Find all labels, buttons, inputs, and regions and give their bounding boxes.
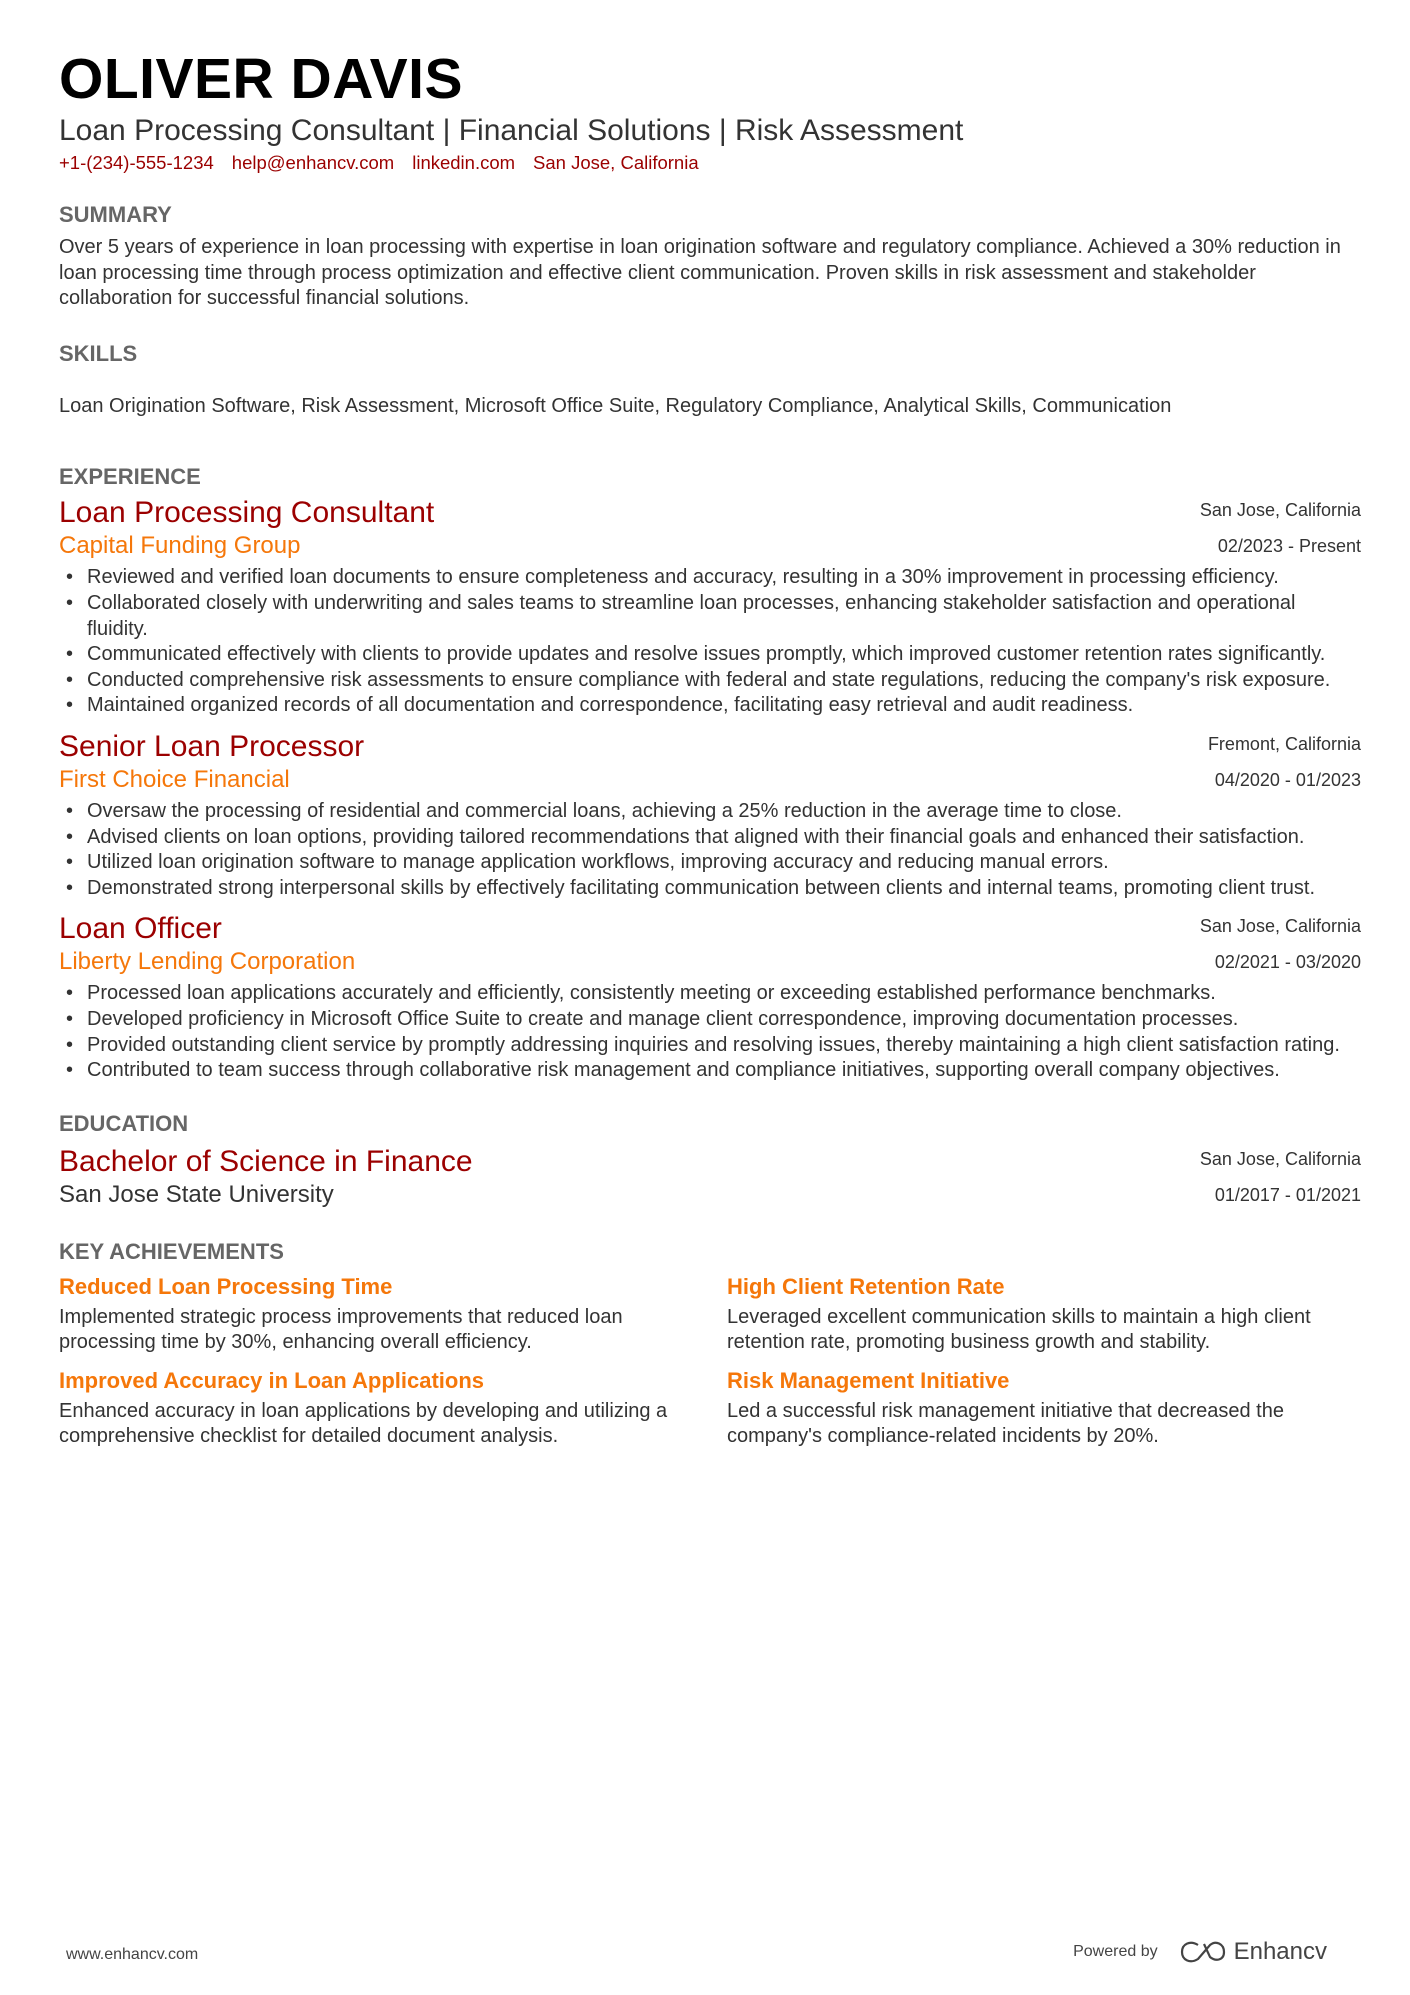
school: San Jose State University bbox=[59, 1180, 334, 1208]
bullet-item: • Collaborated closely with underwriting and sales teams to streamline loan processes, enhancing stakeholder satisfaction and operational fluidity. bbox=[59, 591, 1361, 642]
education-heading: EDUCATION bbox=[59, 1110, 189, 1136]
job-bullets bbox=[59, 981, 1361, 1083]
candidate-name: OLIVER DAVIS bbox=[59, 47, 463, 111]
company-name: Liberty Lending Corporation bbox=[59, 948, 356, 976]
job-dates: 04/2020 - 01/2023 bbox=[1214, 769, 1361, 790]
achievement-item bbox=[727, 1366, 1348, 1450]
job-bullets bbox=[59, 799, 1361, 901]
achievement-item bbox=[727, 1272, 1348, 1356]
resume bbox=[59, 46, 1361, 1460]
job-entry bbox=[59, 911, 1361, 1083]
experience-heading: EXPERIENCE bbox=[59, 464, 201, 490]
achievement-item bbox=[59, 1366, 680, 1450]
phone-link[interactable]: +1-(234)-555-1234 bbox=[59, 152, 214, 173]
summary-heading: SUMMARY bbox=[59, 202, 172, 227]
achievements-heading: KEY ACHIEVEMENTS bbox=[59, 1238, 284, 1264]
bullet-item: • Provided outstanding client service by promptly addressing inquiries and resolving issues, thereby maintaining a high client satisfaction rating. bbox=[59, 1033, 1361, 1059]
summary-text: Over 5 years of experience in loan processing with expertise in loan origination software and regulatory compliance. Achieved a 30% reduction in loan processing time through process optimization and effective client communication. Proven skills in risk assessment and stakeholder collaboration for successful financial solutions. bbox=[59, 236, 1341, 310]
job-dates: 02/2021 - 03/2020 bbox=[1214, 952, 1361, 973]
job-dates: 02/2023 - Present bbox=[1217, 536, 1361, 557]
job-title: Senior Loan Processor bbox=[59, 729, 365, 763]
skills-heading: SKILLS bbox=[59, 340, 138, 366]
education-location: San Jose, California bbox=[1199, 1148, 1361, 1169]
location-text: San Jose, California bbox=[533, 152, 699, 173]
job-bullets bbox=[59, 565, 1361, 719]
linkedin-link[interactable]: linkedin.com bbox=[412, 152, 516, 173]
bullet-item: • Demonstrated strong interpersonal skills by effectively facilitating communication between clients and internal teams, promoting client trust. bbox=[59, 876, 1361, 902]
email-link[interactable]: help@enhancv.com bbox=[231, 152, 395, 173]
bullet-item: • Communicated effectively with clients to provide updates and resolve issues promptly, which improved customer retention rates significantly. bbox=[59, 642, 1361, 668]
headline: Loan Processing Consultant | Financial Solutions | Risk Assessment bbox=[59, 114, 964, 147]
achievements-list bbox=[59, 1272, 1361, 1460]
education-dates: 01/2017 - 01/2021 bbox=[1214, 1184, 1361, 1205]
achievement-title: Risk Management Initiative bbox=[727, 1367, 1010, 1393]
footer-branding bbox=[1073, 1938, 1327, 1966]
job-location: San Jose, California bbox=[1199, 500, 1361, 521]
enhancv-logo[interactable] bbox=[1180, 1938, 1327, 1966]
education-entry bbox=[59, 1144, 1361, 1210]
bullet-item: • Advised clients on loan options, providing tailored recommendations that aligned with their financial goals and enhanced their satisfaction. bbox=[59, 825, 1361, 851]
achievement-title: Reduced Loan Processing Time bbox=[59, 1273, 393, 1299]
bullet-item: • Maintained organized records of all documentation and correspondence, facilitating easy retrieval and audit readiness. bbox=[59, 693, 1361, 719]
brand-name: Enhancv bbox=[1233, 1938, 1327, 1965]
bullet-item: • Oversaw the processing of residential and commercial loans, achieving a 25% reduction in the average time to close. bbox=[59, 799, 1361, 825]
achievement-text: Enhanced accuracy in loan applications by developing and utilizing a comprehensive checklist for detailed document analysis. bbox=[59, 1399, 668, 1448]
bullet-item: • Contributed to team success through collaborative risk management and compliance initiatives, supporting overall company objectives. bbox=[59, 1058, 1361, 1084]
company-name: First Choice Financial bbox=[59, 765, 290, 793]
bullet-item: • Conducted comprehensive risk assessments to ensure compliance with federal and state regulations, reducing the company's risk exposure. bbox=[59, 668, 1361, 694]
footer-website[interactable]: www.enhancv.com bbox=[66, 1946, 199, 1963]
job-title: Loan Officer bbox=[59, 912, 222, 946]
achievement-item bbox=[59, 1272, 680, 1356]
bullet-item: • Processed loan applications accurately and efficiently, consistently meeting or exceeding established performance benchmarks. bbox=[59, 981, 1361, 1007]
achievement-text: Leveraged excellent communication skills to maintain a high client retention rate, promoting business growth and stability. bbox=[727, 1305, 1311, 1354]
enhancv-logo-icon bbox=[1180, 1940, 1226, 1964]
achievement-title: High Client Retention Rate bbox=[727, 1273, 1005, 1299]
job-entry bbox=[59, 729, 1361, 901]
degree: Bachelor of Science in Finance bbox=[59, 1144, 473, 1178]
achievement-text: Led a successful risk management initiative that decreased the company's compliance-related incidents by 20%. bbox=[727, 1399, 1284, 1448]
job-location: San Jose, California bbox=[1199, 916, 1361, 937]
skills-text: Loan Origination Software, Risk Assessment, Microsoft Office Suite, Regulatory Compliance, Analytical Skills, Communication bbox=[59, 394, 1172, 417]
contact-info bbox=[59, 151, 1361, 175]
bullet-item: • Developed proficiency in Microsoft Office Suite to create and manage client correspondence, improving documentation processes. bbox=[59, 1007, 1361, 1033]
bullet-item: • Utilized loan origination software to manage application workflows, improving accuracy and reducing manual errors. bbox=[59, 850, 1361, 876]
job-location: Fremont, California bbox=[1207, 733, 1361, 754]
job-entry bbox=[59, 495, 1361, 719]
achievement-text: Implemented strategic process improvements that reduced loan processing time by 30%, enhancing overall efficiency. bbox=[59, 1305, 623, 1354]
bullet-item: • Reviewed and verified loan documents to ensure completeness and accuracy, resulting in a 30% improvement in processing efficiency. bbox=[59, 565, 1361, 591]
achievement-title: Improved Accuracy in Loan Applications bbox=[59, 1367, 485, 1393]
job-title: Loan Processing Consultant bbox=[59, 496, 435, 530]
powered-by-text: Powered by bbox=[1073, 1943, 1158, 1960]
company-name: Capital Funding Group bbox=[59, 532, 301, 560]
